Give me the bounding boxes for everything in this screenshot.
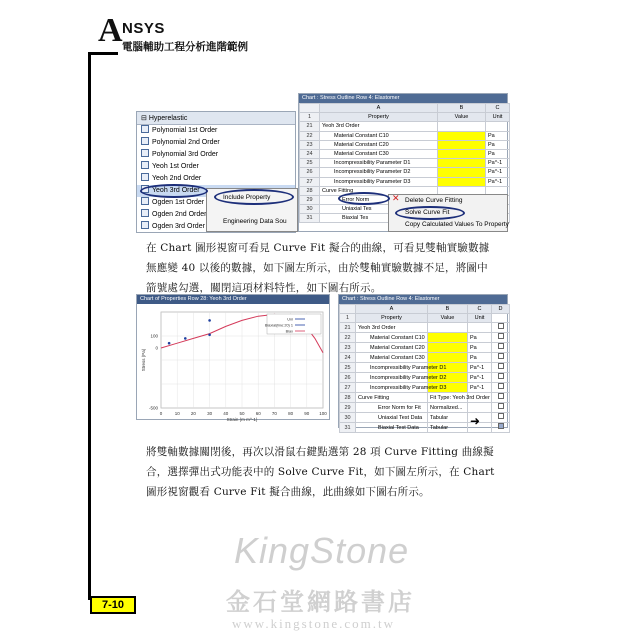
curve-fit-chart-panel bbox=[136, 294, 330, 420]
unit-cell: Unit bbox=[486, 113, 510, 122]
model-icon bbox=[141, 209, 149, 217]
table-row[interactable] bbox=[340, 403, 510, 413]
table-row[interactable] bbox=[340, 353, 510, 363]
table-row[interactable] bbox=[300, 159, 510, 168]
checkbox-cell[interactable] bbox=[492, 403, 510, 413]
checkbox-cell[interactable] bbox=[492, 393, 510, 403]
book-subtitle: 電腦輔助工程分析進階範例 bbox=[122, 41, 248, 53]
property-cell: Material Constant C10 bbox=[320, 131, 438, 140]
property-cell: Biaxial Test Data bbox=[356, 423, 428, 433]
menu-item-include-property[interactable]: Include Property bbox=[223, 194, 271, 201]
value-cell[interactable] bbox=[428, 323, 468, 333]
x-tick-label: 10 bbox=[174, 411, 180, 416]
tree-item-label: Polynomial 3rd Order bbox=[152, 151, 219, 158]
checkbox-cell[interactable] bbox=[492, 323, 510, 333]
include-checkbox[interactable] bbox=[498, 363, 504, 369]
checkbox-cell[interactable] bbox=[492, 353, 510, 363]
chart-title: Chart of Properties Row 28: Yeoh 3rd Order bbox=[137, 295, 329, 304]
table-row[interactable] bbox=[300, 113, 510, 122]
unit-cell: Pa bbox=[486, 149, 510, 158]
x-tick-label: 70 bbox=[271, 411, 277, 416]
property-cell: Incompressibility Parameter D3 bbox=[356, 383, 428, 393]
book-logo bbox=[98, 14, 268, 58]
value-cell[interactable] bbox=[438, 168, 486, 177]
data-point-uni bbox=[168, 342, 171, 345]
unit-cell: Pa^-1 bbox=[486, 159, 510, 168]
x-tick-label: 60 bbox=[255, 411, 261, 416]
delete-x-icon: ✕ bbox=[392, 194, 400, 204]
unit-cell: Pa^-1 bbox=[486, 177, 510, 186]
unit-cell: Pa bbox=[468, 333, 492, 343]
legend-entry: Biax bbox=[285, 329, 293, 334]
value-cell[interactable]: Normalized... bbox=[428, 403, 468, 413]
table-row[interactable] bbox=[300, 131, 510, 140]
column-letter: C bbox=[486, 104, 510, 113]
unit-cell bbox=[468, 323, 492, 333]
property-cell: Material Constant C30 bbox=[320, 149, 438, 158]
properties-table-2 bbox=[338, 294, 508, 431]
include-checkbox[interactable] bbox=[498, 393, 504, 399]
include-checkbox[interactable] bbox=[498, 323, 504, 329]
unit-cell: Pa^-1 bbox=[486, 168, 510, 177]
table-row[interactable] bbox=[340, 343, 510, 353]
tree-item-label: Ogden 1st Order bbox=[152, 199, 205, 206]
checkbox-cell[interactable] bbox=[492, 333, 510, 343]
row-number: 25 bbox=[340, 363, 356, 373]
row-number: 1 bbox=[300, 113, 320, 122]
tree-item-label: Polynomial 2nd Order bbox=[152, 139, 220, 146]
legend-entry: Uni bbox=[287, 317, 293, 322]
value-cell[interactable] bbox=[438, 149, 486, 158]
include-checkbox[interactable] bbox=[498, 353, 504, 359]
row-number: 30 bbox=[340, 413, 356, 423]
highlight-oval bbox=[395, 206, 465, 220]
x-tick-label: 50 bbox=[239, 411, 245, 416]
value-cell[interactable]: Value bbox=[438, 113, 486, 122]
watermark-url: www.kingstone.com.tw bbox=[232, 616, 396, 631]
table-row[interactable] bbox=[340, 383, 510, 393]
model-icon bbox=[141, 197, 149, 205]
highlight-oval bbox=[214, 189, 294, 205]
row-number: 31 bbox=[300, 214, 320, 223]
tree-item[interactable] bbox=[137, 173, 295, 185]
x-tick-label: 20 bbox=[190, 411, 196, 416]
watermark-chinese: 金石堂網路書店 bbox=[226, 587, 415, 616]
property-cell: Curve Fitting bbox=[356, 393, 428, 403]
logo-letter: A bbox=[98, 12, 123, 49]
property-cell: Yeoh 3rd Order bbox=[320, 122, 438, 131]
model-icon bbox=[141, 161, 149, 169]
table-row[interactable] bbox=[300, 122, 510, 131]
model-icon bbox=[141, 137, 149, 145]
row-number: 28 bbox=[340, 393, 356, 403]
tree-item[interactable] bbox=[137, 149, 295, 161]
property-cell: Incompressibility Parameter D2 bbox=[320, 168, 438, 177]
y-tick-label: -500 bbox=[148, 405, 158, 411]
y-tick-label: 0 bbox=[155, 345, 158, 351]
row-number: 27 bbox=[340, 383, 356, 393]
highlight-oval bbox=[338, 192, 390, 205]
data-point-uni bbox=[184, 337, 187, 340]
column-letter: C bbox=[468, 305, 492, 314]
paragraph-1: 在 Chart 圖形視窗可看見 Curve Fit 擬合的曲線，可看見雙軸實驗數據無應變 40 以後的數據，如下圖左所示，由於雙軸實驗數據不足，將圖中箭號處勾選，關閉這項材料特性，如下圖右所示。 bbox=[146, 242, 490, 294]
value-cell[interactable] bbox=[438, 159, 486, 168]
checkbox-cell[interactable] bbox=[492, 413, 510, 423]
row-number: 22 bbox=[300, 131, 320, 140]
include-checkbox[interactable] bbox=[498, 413, 504, 419]
stress-strain-chart bbox=[137, 304, 331, 421]
menu-item-engineering-data[interactable]: Engineering Data Sou bbox=[223, 218, 287, 225]
tree-item-label: Yeoh 1st Order bbox=[152, 163, 199, 170]
property-cell: Incompressibility Parameter D1 bbox=[356, 363, 428, 373]
page-number: 7-10 bbox=[90, 596, 136, 614]
row-number: 31 bbox=[340, 423, 356, 433]
unit-cell: Pa bbox=[486, 131, 510, 140]
table-row[interactable] bbox=[300, 177, 510, 186]
checkbox-cell[interactable] bbox=[492, 314, 510, 323]
row-number: 24 bbox=[340, 353, 356, 363]
property-cell: Property bbox=[320, 113, 438, 122]
x-tick-label: 0 bbox=[159, 411, 163, 416]
value-cell[interactable] bbox=[438, 177, 486, 186]
row-number: 24 bbox=[300, 149, 320, 158]
menu-item-copy-calculated[interactable]: Copy Calculated Values To Property bbox=[405, 221, 509, 228]
table-row[interactable] bbox=[300, 149, 510, 158]
value-cell[interactable]: Tabular bbox=[428, 423, 468, 433]
row-number: 28 bbox=[300, 186, 320, 195]
row-number: 26 bbox=[300, 168, 320, 177]
unit-cell bbox=[486, 122, 510, 131]
watermark-brand: KingStone bbox=[234, 530, 410, 571]
logo-brand: NSYS bbox=[122, 20, 165, 37]
value-cell[interactable] bbox=[438, 122, 486, 131]
tree-item[interactable] bbox=[137, 137, 295, 149]
row-number: 29 bbox=[300, 195, 320, 204]
row-number: 30 bbox=[300, 205, 320, 214]
menu-item-delete-curve-fitting[interactable]: Delete Curve Fitting bbox=[405, 197, 463, 204]
x-tick-label: 80 bbox=[288, 411, 294, 416]
x-tick-label: 90 bbox=[304, 411, 310, 416]
include-checkbox[interactable] bbox=[498, 333, 504, 339]
value-cell[interactable] bbox=[438, 131, 486, 140]
value-cell[interactable] bbox=[428, 353, 468, 363]
property-cell: Property bbox=[356, 314, 428, 323]
menu-item-solve-curve-fit[interactable]: Solve Curve Fit bbox=[405, 209, 450, 216]
row-number: 21 bbox=[340, 323, 356, 333]
row-number: 29 bbox=[340, 403, 356, 413]
unit-cell: Pa bbox=[468, 343, 492, 353]
unit-cell bbox=[468, 403, 492, 413]
property-cell: Material Constant C30 bbox=[356, 353, 428, 363]
unit-cell: Pa bbox=[468, 353, 492, 363]
checkbox-cell[interactable] bbox=[492, 373, 510, 383]
unit-cell: Pa^-1 bbox=[468, 363, 492, 373]
property-cell: Material Constant C20 bbox=[356, 343, 428, 353]
property-cell: Yeoh 3rd Order bbox=[356, 323, 428, 333]
x-axis-label: Strain (m m^-1) bbox=[226, 417, 258, 422]
x-tick-label: 30 bbox=[207, 411, 213, 416]
x-tick-label: 40 bbox=[223, 411, 229, 416]
value-cell[interactable]: Value bbox=[428, 314, 468, 323]
table-row[interactable] bbox=[340, 423, 510, 433]
table-row[interactable] bbox=[340, 363, 510, 373]
include-checkbox[interactable] bbox=[498, 423, 504, 429]
checkbox-cell[interactable] bbox=[492, 363, 510, 373]
include-checkbox[interactable] bbox=[498, 383, 504, 389]
property-cell: Error Norm for Fit bbox=[356, 403, 428, 413]
unit-cell: Unit bbox=[468, 314, 492, 323]
arrow-pointer: ➜ bbox=[470, 414, 481, 428]
unit-cell: Pa bbox=[486, 140, 510, 149]
include-checkbox[interactable] bbox=[498, 373, 504, 379]
property-cell: Uniaxial Test Data bbox=[356, 413, 428, 423]
model-icon bbox=[141, 221, 149, 229]
table-row[interactable] bbox=[340, 373, 510, 383]
model-icon bbox=[141, 149, 149, 157]
top-margin-rule bbox=[88, 52, 118, 55]
column-letter: A bbox=[320, 104, 438, 113]
table1-title: Chart : Stress Outline Row 4: Elastomer bbox=[299, 94, 507, 103]
table-row[interactable] bbox=[340, 314, 510, 323]
data-point-biaxial bbox=[208, 319, 211, 322]
row-number: 25 bbox=[300, 159, 320, 168]
property-cell: Material Constant C20 bbox=[320, 140, 438, 149]
property-cell: Error Norm bbox=[320, 195, 438, 204]
value-cell[interactable]: Tabular bbox=[428, 413, 468, 423]
value-cell[interactable] bbox=[428, 343, 468, 353]
table-row[interactable] bbox=[300, 168, 510, 177]
highlight-oval bbox=[140, 184, 208, 198]
tree-item-label: Ogden 2nd Order bbox=[152, 211, 207, 218]
left-margin-bar bbox=[88, 52, 91, 600]
property-cell: Curve Fitting bbox=[320, 186, 438, 195]
paragraph-2: 將雙軸數據關閉後，再次以滑鼠右鍵點選第 28 項 Curve Fitting 曲線擬合，選擇彈出式功能表中的 Solve Curve Fit，如下圖左所示，在 Chart 圖形視窗觀看 Curve Fit 擬合曲線，此曲線如下圖右所示。 bbox=[146, 446, 495, 498]
column-letter: B bbox=[438, 104, 486, 113]
include-checkbox[interactable] bbox=[498, 403, 504, 409]
row-number: 23 bbox=[300, 140, 320, 149]
model-icon bbox=[141, 173, 149, 181]
checkbox-cell[interactable] bbox=[492, 383, 510, 393]
tree-item[interactable] bbox=[137, 161, 295, 173]
tree-header: ⊟ Hyperelastic bbox=[137, 112, 295, 125]
row-number: 22 bbox=[340, 333, 356, 343]
value-cell[interactable]: Fit Type: Yeoh 3rd Order bbox=[428, 393, 468, 403]
property-cell: Uniaxial Tes bbox=[320, 205, 438, 214]
row-number: 26 bbox=[340, 373, 356, 383]
checkbox-cell[interactable] bbox=[492, 423, 510, 433]
table-row[interactable] bbox=[340, 333, 510, 343]
unit-cell: Pa^-1 bbox=[468, 373, 492, 383]
table-row[interactable] bbox=[340, 323, 510, 333]
x-tick-label: 100 bbox=[319, 411, 327, 416]
tree-item-label: Ogden 3rd Order bbox=[152, 223, 205, 230]
y-tick-label: 100 bbox=[150, 333, 158, 339]
row-number: 23 bbox=[340, 343, 356, 353]
property-cell: Incompressibility Parameter D1 bbox=[320, 159, 438, 168]
row-number: 1 bbox=[340, 314, 356, 323]
column-letter: B bbox=[428, 305, 468, 314]
model-icon bbox=[141, 125, 149, 133]
tree-item[interactable] bbox=[137, 125, 295, 137]
checkbox-cell[interactable] bbox=[492, 343, 510, 353]
table-row[interactable] bbox=[340, 393, 510, 403]
tree-item-label: Yeoh 2nd Order bbox=[152, 175, 202, 182]
tree-item-label: Polynomial 1st Order bbox=[152, 127, 218, 134]
include-checkbox[interactable] bbox=[498, 343, 504, 349]
value-cell[interactable] bbox=[428, 333, 468, 343]
table-row[interactable] bbox=[300, 140, 510, 149]
table-row[interactable] bbox=[340, 413, 510, 423]
property-cell: Incompressibility Parameter D3 bbox=[320, 177, 438, 186]
row-number: 27 bbox=[300, 177, 320, 186]
tree-item-label: Yeoh 3rd Order bbox=[152, 187, 200, 194]
row-number: 21 bbox=[300, 122, 320, 131]
tree-header-label: Hyperelastic bbox=[148, 115, 188, 122]
data-point-uni bbox=[208, 334, 211, 337]
legend-entry: Biaxial(line:20) 1 bbox=[264, 323, 293, 328]
table2-title: Chart : Stress Outline Row 4: Elastomer bbox=[339, 295, 507, 304]
value-cell[interactable] bbox=[438, 140, 486, 149]
property-cell: Material Constant C10 bbox=[356, 333, 428, 343]
property-cell: Biaxial Tes bbox=[320, 214, 438, 223]
property-cell: Incompressibility Parameter D2 bbox=[356, 373, 428, 383]
unit-cell: Pa^-1 bbox=[468, 383, 492, 393]
column-letter: D bbox=[492, 305, 510, 314]
y-axis-label: Stress (Pa) bbox=[141, 348, 146, 372]
column-letter: A bbox=[356, 305, 428, 314]
